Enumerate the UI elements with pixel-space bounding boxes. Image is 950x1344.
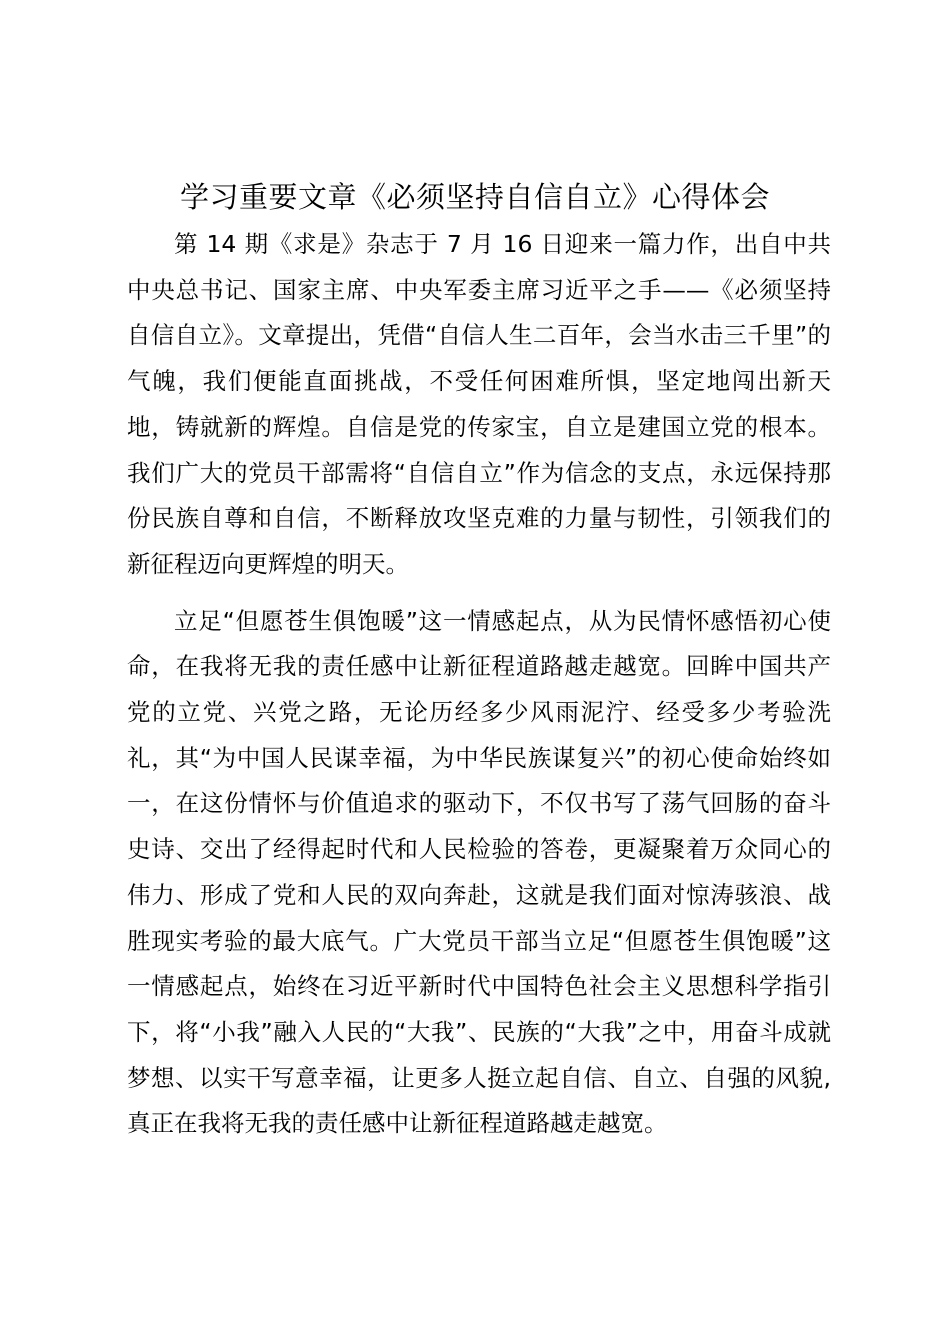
paragraph-2: 立足“但愿苍生俱饱暖”这一情感起点，从为民情怀感悟初心使命，在我将无我的责任感中让新征程道路越走越宽。回眸中国共产党的立党、兴党之路，无论历经多少风雨泥泞、经受多少考验洗礼，其“为中国人民谋幸福，为中华民族谋复兴”的初心使命始终如一，在这份情怀与价值追求的驱动下，不仅书写了荡气回肠的奋斗史诗、交出了经得起时代和人民检验的答卷，更凝聚着万众同心的伟力、形成了党和人民的双向奔赴，这就是我们面对惊涛骇浪、战胜现实考验的最大底气。广大党员干部当立足“但愿苍生俱饱暖”这一情感起点，始终在习近平新时代中国特色社会主义思想科学指引下，将“小我”融入人民的“大我”、民族的“大我”之中，用奋斗成就梦想、以实干写意幸福，让更多人挺立起自信、自立、自强的风貌,真正在我将无我的责任感中让新征程道路越走越宽。 — [127, 606, 831, 1138]
paragraph-1: 第 14 期《求是》杂志于 7 月 16 日迎来一篇力作，出自中共中央总书记、国家主席、中央军委主席习近平之手——《必须坚持自信自立》。文章提出，凭借“自信人生二百年，会当水击三千里”的气魄，我们便能直面挑战，不受任何困难所惧，坚定地闯出新天地，铸就新的辉煌。自信是党的传家宝，自立是建国立党的根本。我们广大的党员干部需将“自信自立”作为信念的支点，永远保持那份民族自尊和自信，不断释放攻坚克难的力量与韧性，引领我们的新征程迈向更辉煌的明天。 — [127, 230, 831, 578]
document-body — [127, 222, 831, 1147]
document-title: 学习重要文章《必须坚持自信自立》心得体会 — [179, 180, 770, 214]
